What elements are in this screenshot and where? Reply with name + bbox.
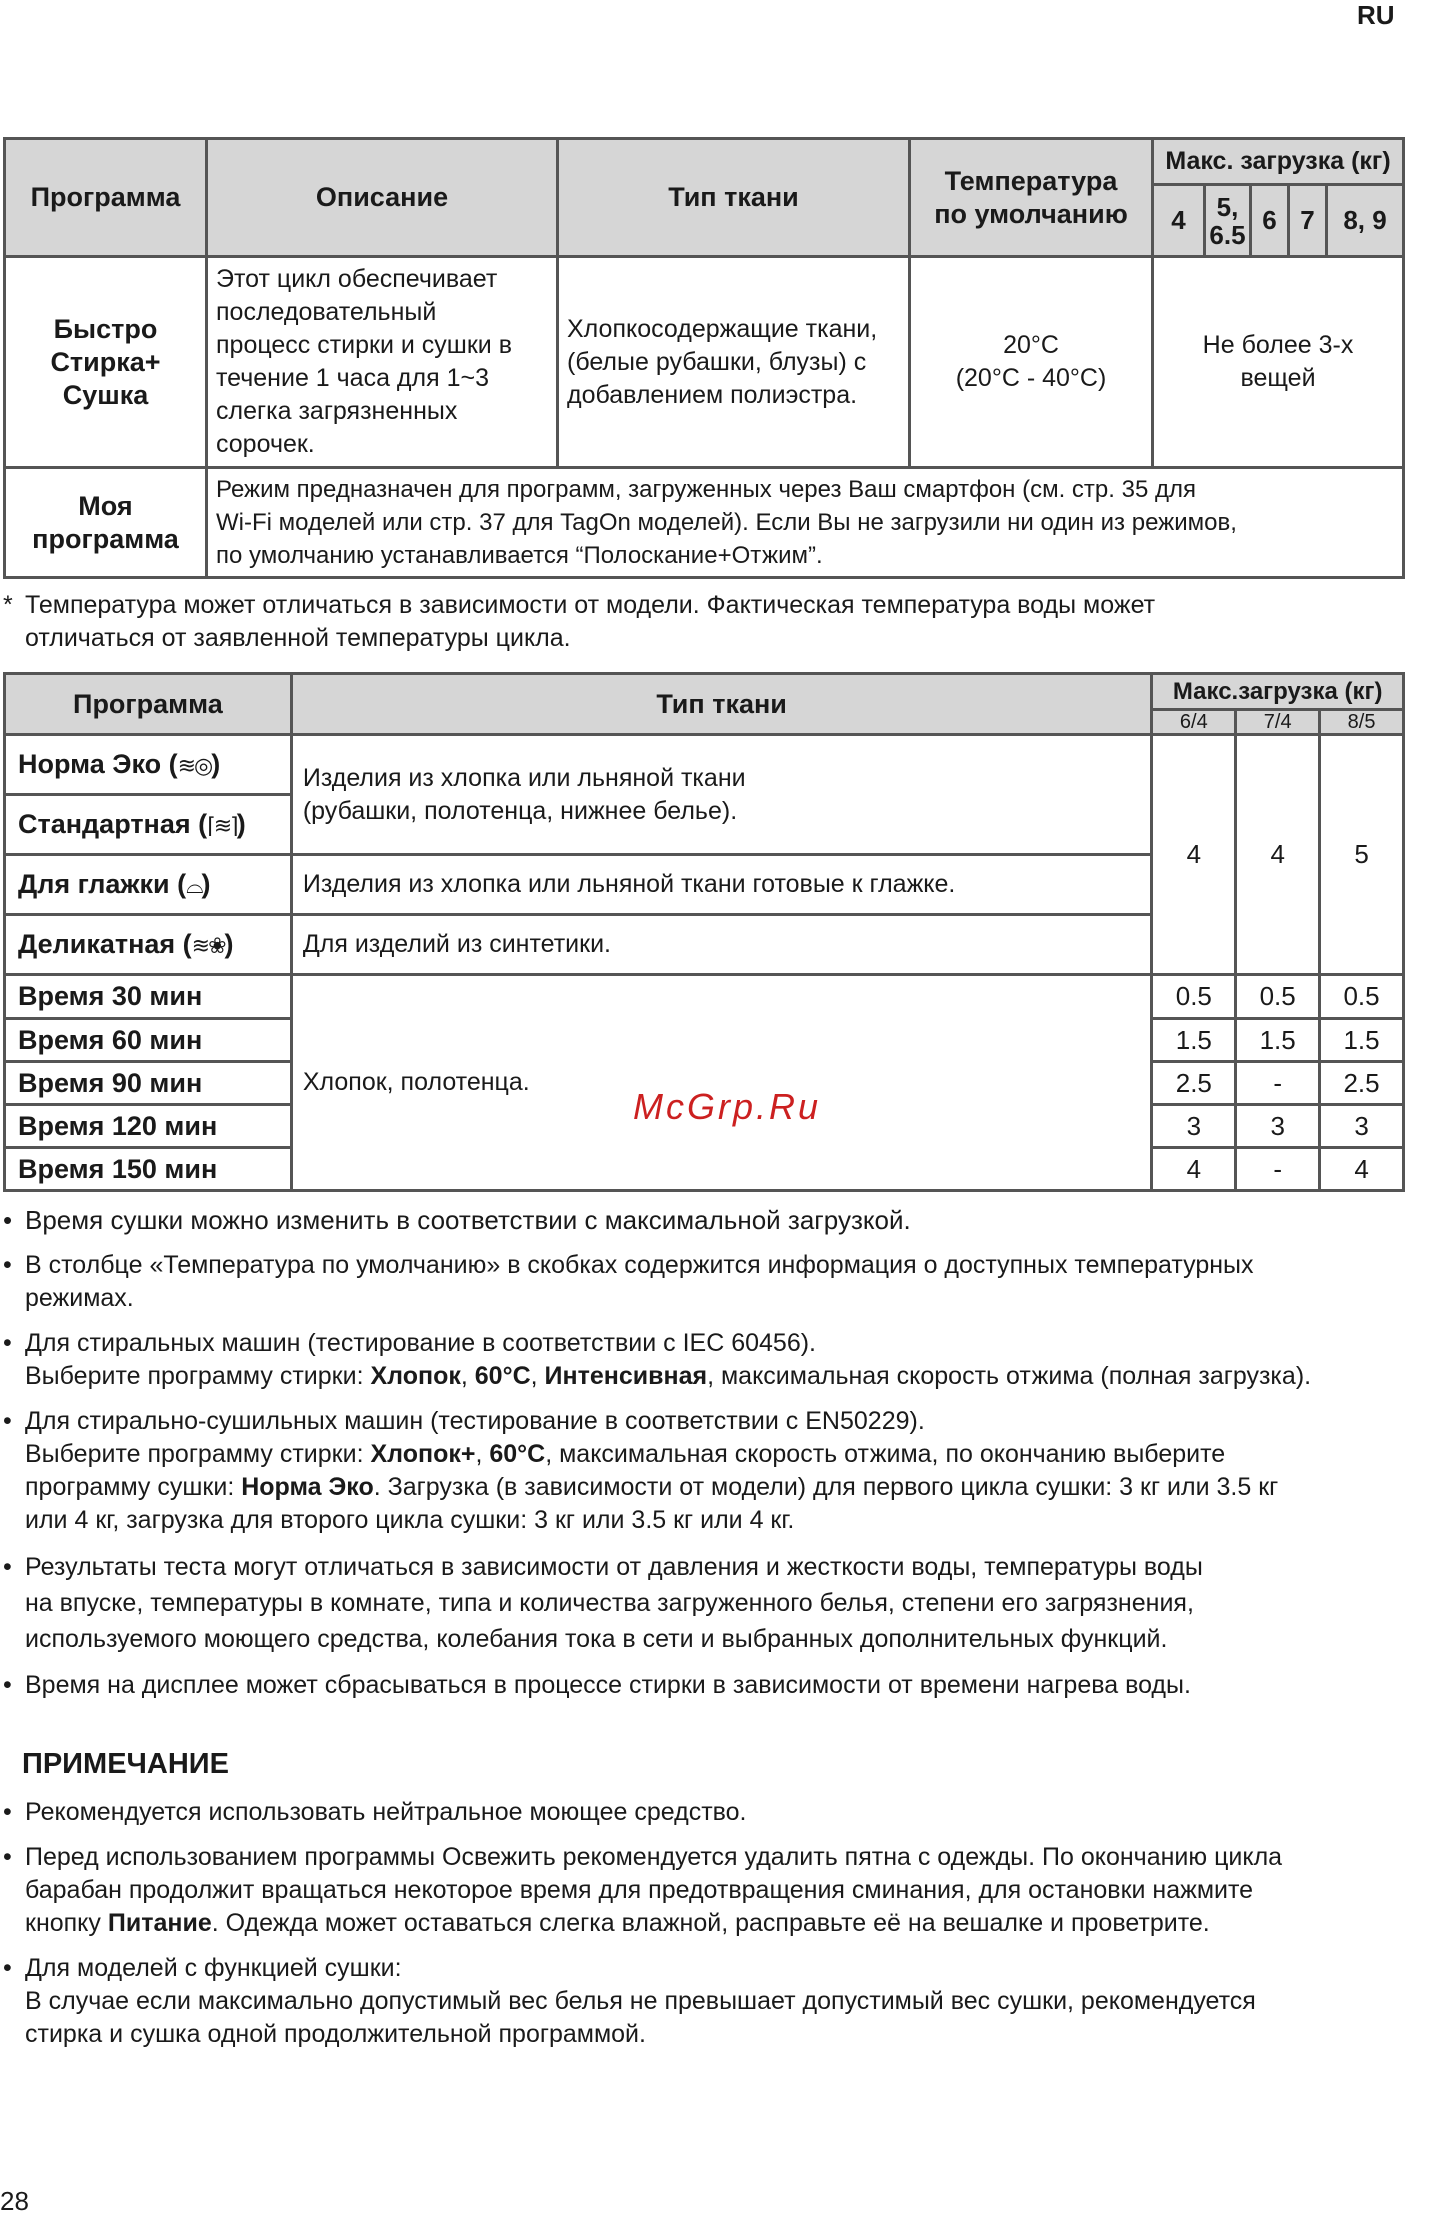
program-name: Быстро Стирка+ Сушка <box>5 257 207 468</box>
program-name: Деликатная (≋❀) <box>5 915 292 975</box>
model-7-4: 7/4 <box>1236 710 1320 735</box>
watermark: McGrp.Ru <box>633 1086 822 1127</box>
load-cell: 4 <box>1320 1148 1404 1191</box>
col-description-header: Описание <box>207 139 558 257</box>
col-program-header: Программа <box>5 139 207 257</box>
program-name: Время 150 мин <box>5 1148 292 1191</box>
remark-list <box>3 1796 1451 2051</box>
list-item: • Для моделей с функцией сушки: В случае если максимально допустимый вес белья не превышает допустимый вес сушки, рекомендуется стирка и сушка одной продолжительной программой. <box>3 1952 1451 2051</box>
load-cell: 5 <box>1320 735 1404 975</box>
load-cell: 1.5 <box>1236 1019 1320 1062</box>
fabric-type: Для изделий из синтетики. <box>291 915 1152 975</box>
load-cell: 3 <box>1152 1105 1236 1148</box>
list-item: • Время сушки можно изменить в соответствии с максимальной загрузкой. <box>3 1204 1451 1237</box>
program-name: Моя программа <box>5 468 207 578</box>
col-fabric-header: Тип ткани <box>558 139 910 257</box>
delicate-icon: ≋❀ <box>191 932 225 958</box>
table-row <box>5 735 1404 795</box>
fabric-type: Изделия из хлопка или льняной ткани готовые к глажке. <box>291 855 1152 915</box>
list-item: • В столбце «Температура по умолчанию» в скобках содержится информация о доступных температурных режимах. <box>3 1249 1451 1315</box>
program-name: Время 90 мин <box>5 1062 292 1105</box>
program-name: Время 30 мин <box>5 975 292 1019</box>
model-8-5: 8/5 <box>1320 710 1404 735</box>
program-name: Норма Эко (≋◎) <box>5 735 292 795</box>
program-name: Время 120 мин <box>5 1105 292 1148</box>
table-row <box>5 975 1404 1019</box>
standard-cotton-icon: ⌈≋⌉ <box>207 812 237 838</box>
remark-heading: ПРИМЕЧАНИЕ <box>22 1748 229 1780</box>
load-5-6.5: 5, 6.5 <box>1205 185 1251 257</box>
load-cell: 4 <box>1152 735 1236 975</box>
program-description: Режим предназначен для программ, загруженных через Ваш смартфон (см. стр. 35 для Wi-Fi моделей или стр. 37 для TagOn моделей). Если Вы не загрузили ни один из режимов, по умолчанию устанавливается “Полоскание+Отжим”. <box>207 468 1404 578</box>
fabric-type: Хлопок, полотенца. <box>291 975 1152 1191</box>
load-cell: - <box>1236 1062 1320 1105</box>
default-temp: 20°C (20°C - 40°C) <box>910 257 1153 468</box>
model-6-4: 6/4 <box>1152 710 1236 735</box>
load-cell: 4 <box>1152 1148 1236 1191</box>
page-number: 28 <box>0 2186 29 2215</box>
list-item: • Перед использованием программы Освежить рекомендуется удалить пятна с одежды. По окончанию цикла барабан продолжит вращаться некоторое время для предотвращения сминания, для остановки нажмите кнопку Питание. Одежда может оставаться слегка влажной, расправьте её на вешалке и проветрите. <box>3 1841 1451 1940</box>
fabric-type: Хлопкосодержащие ткани, (белые рубашки, блузы) с добавлением полиэстра. <box>558 257 910 468</box>
load-cell: 3 <box>1320 1105 1404 1148</box>
table-row <box>5 257 1404 468</box>
load-cell: 0.5 <box>1152 975 1236 1019</box>
load-cell: 2.5 <box>1320 1062 1404 1105</box>
list-item: • Для стирально-сушильных машин (тестирование в соответствии с EN50229). Выберите программу стирки: Хлопок+, 60°C, максимальная скорость отжима, по окончанию выберите программу сушки: Норма Эко. Загрузка (в зависимости от модели) для первого цикла сушки: 3 кг или 3.5 кг или 4 кг, загрузка для второго цикла сушки: 3 кг или 3.5 кг или 4 кг. <box>3 1405 1451 1537</box>
load-cell: 0.5 <box>1320 975 1404 1019</box>
load-6: 6 <box>1251 185 1289 257</box>
load-cell: 3 <box>1236 1105 1320 1148</box>
program-table-1 <box>3 137 1405 579</box>
col-maxload-header: Макс. загрузка (кг) <box>1153 139 1404 185</box>
fabric-type: Изделия из хлопка или льняной ткани (рубашки, полотенца, нижнее белье). <box>291 735 1152 855</box>
load-cell: 2.5 <box>1152 1062 1236 1105</box>
program-description: Этот цикл обеспечивает последовательный процесс стирки и сушки в течение 1 часа для 1~3 слегка загрязненных сорочек. <box>207 257 558 468</box>
load-4: 4 <box>1153 185 1205 257</box>
col-maxload-header: Макс.загрузка (кг) <box>1152 674 1404 710</box>
temperature-note: * Температура может отличаться в зависимости от модели. Фактическая температура воды может отличаться от заявленной температуры цикла. <box>3 591 1156 652</box>
language-label: RU <box>1357 0 1395 30</box>
table-row <box>5 468 1404 578</box>
load-cell: 1.5 <box>1320 1019 1404 1062</box>
info-bullet-list <box>3 1204 1451 1702</box>
max-load: Не более 3-х вещей <box>1153 257 1404 468</box>
col-fabric-header: Тип ткани <box>291 674 1152 735</box>
list-item: • Время на дисплее может сбрасываться в процессе стирки в зависимости от времени нагрева воды. <box>3 1669 1451 1702</box>
load-cell: 0.5 <box>1236 975 1320 1019</box>
program-name: Стандартная (⌈≋⌉) <box>5 795 292 855</box>
load-8-9: 8, 9 <box>1327 185 1404 257</box>
list-item: • Результаты теста могут отличаться в зависимости от давления и жесткости воды, температуры воды на впуске, температуры в комнате, типа и количества загруженного белья, степени его загрязнения, используемого моющего средства, колебания тока в сети и выбранных дополнительных функций. <box>3 1549 1451 1657</box>
load-cell: 4 <box>1236 735 1320 975</box>
load-cell: - <box>1236 1148 1320 1191</box>
load-cell: 1.5 <box>1152 1019 1236 1062</box>
load-7: 7 <box>1289 185 1327 257</box>
col-program-header: Программа <box>5 674 292 735</box>
iron-icon: ⌓ <box>186 872 202 898</box>
list-item: • Рекомендуется использовать нейтральное моющее средство. <box>3 1796 1451 1829</box>
eco-norm-icon: ≋◎ <box>177 752 212 778</box>
col-temp-header: Температура по умолчанию <box>910 139 1153 257</box>
program-name: Для глажки (⌓) <box>5 855 292 915</box>
list-item: • Для стиральных машин (тестирование в соответствии с IEC 60456). Выберите программу стирки: Хлопок, 60°C, Интенсивная, максимальная скорость отжима (полная загрузка). <box>3 1327 1451 1393</box>
program-name: Время 60 мин <box>5 1019 292 1062</box>
